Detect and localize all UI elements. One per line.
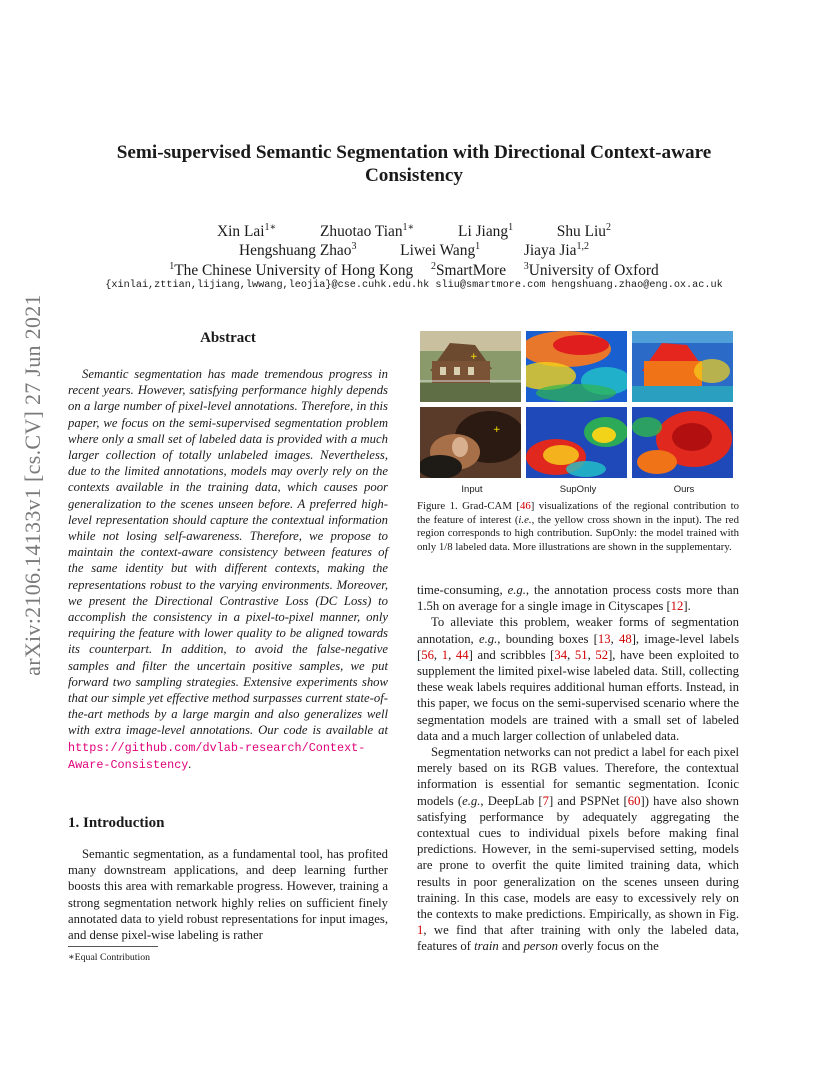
- paragraph-text: overly focus on the: [557, 939, 659, 954]
- citation-link[interactable]: 60: [627, 793, 641, 808]
- citation-link[interactable]: 52: [595, 647, 609, 662]
- intro-text: Semantic segmentation, as a fundamental tool, has profited many downstream applications, and deep learning further boosts this area with remarkable progress. However, training a strong segmentation network highly relies on sufficient finely annotated data to yield robust representations for input images, and dense pixel-wise labeling is rather: [68, 847, 388, 943]
- author-emails: {xinlai,zttian,lijiang,lwwang,leojia}@cse.cuhk.edu.hk sliu@smartmore.com hengshuang.zhao@eng.ox.ac.uk: [105, 280, 723, 291]
- citation-link[interactable]: 44: [455, 647, 469, 662]
- affiliation: $^3$University of Oxford: [523, 261, 659, 279]
- citation-link[interactable]: 1: [417, 923, 424, 938]
- figure-label-suponly: SupOnly: [559, 484, 597, 495]
- abstract-text: Semantic segmentation has made tremendous progress in recent years. However, satisfying performance highly depends on a large number of pixel-level annotations. Therefore, in this paper, we focus on the semi-supervised segmentation problem where only a small set of labeled data is provided with a much larger collection of totally unlabeled images. Nevertheless, due to the limited annotations, models may overly rely on the contexts available in the training data, which causes poor generalization to the scenes unseen before. A preferred high-level representation should capture the contextual information while not losing self-awareness. Therefore, we propose to maintain the context-aware consistency between features of the same identity but with different contexts, making the representations robust to the varying environments. Moreover, we present the Directional Contrastive Loss (DC Loss) to accomplish the consistency in a pixel-to-pixel manner, only requiring the feature with lower quality to be aligned towards its counterpart. In addition, to avoid the false-negative samples and filter the uncertain positive samples, we put forward two sampling strategies. Extensive experiments show that our simple yet effective method surpasses current state-of-the-art methods by a large margin and also generalizes well with extra image-level annotations. Our code is available at: [68, 367, 388, 738]
- citation-link[interactable]: 51: [574, 647, 588, 662]
- citation-link[interactable]: 46: [519, 500, 531, 512]
- title-line-2: Consistency: [364, 165, 464, 186]
- emphasis-text: e.g.: [478, 631, 498, 646]
- paragraph: [417, 744, 739, 955]
- author: Shu Liu$^2$: [556, 222, 611, 240]
- right-column-body: [417, 582, 739, 955]
- citation-link[interactable]: 56: [421, 647, 434, 662]
- paragraph-text: , bounding boxes [: [497, 631, 598, 646]
- figure-label-ours: Ours: [673, 484, 695, 495]
- abstract-heading: Abstract: [200, 330, 256, 346]
- author: Li Jiang$^1$: [458, 222, 514, 240]
- paragraph-text: ,: [433, 647, 442, 662]
- citation-link[interactable]: 1: [441, 647, 449, 662]
- affiliations: [90, 257, 738, 280]
- author: Zhuotao Tian$^{1∗}$: [320, 222, 415, 240]
- arxiv-id: arXiv:2106.14133v1 [cs.CV] 27 Jun 2021: [20, 294, 45, 676]
- paragraph: time-consuming, e.g., the annotation process costs more than 1.5h on average for a single image in Cityscapes [12].: [417, 583, 739, 614]
- figure-label-input: Input: [461, 484, 483, 495]
- paragraph-text: To alleviate this problem, weaker forms of segmentation annotation,: [417, 615, 739, 646]
- svg-text:+: +: [493, 425, 501, 435]
- paragraph-text: , we find that after training with only the labeled data, features of: [417, 923, 739, 954]
- input-image-street: [420, 331, 521, 402]
- citation-link[interactable]: 13: [597, 631, 611, 646]
- paragraph-text: and: [498, 939, 524, 954]
- paragraph: [417, 614, 739, 744]
- author: Xin Lai$^{1∗}$: [217, 222, 277, 240]
- citation-link[interactable]: 48: [619, 631, 632, 646]
- affiliation: $^1$The Chinese University of Hong Kong: [169, 261, 414, 279]
- abstract-end: .: [188, 756, 192, 771]
- emphasis-text: e.g.: [462, 793, 481, 808]
- svg-text:+: +: [470, 352, 478, 362]
- paragraph-text: ,: [587, 647, 596, 662]
- abstract-body: [68, 366, 388, 773]
- paragraph-text: , DeepLab [: [480, 793, 543, 808]
- affiliation: $^2$SmartMore: [430, 261, 507, 279]
- author: Jiaya Jia$^{1,2}$: [523, 241, 589, 259]
- ours-heatmap-dogs: [632, 407, 733, 478]
- author: Liwei Wang$^1$: [400, 241, 481, 259]
- figure-1: [420, 331, 740, 481]
- paragraph-text: ]) have also shown satisfying performance by adequately aggregating the contextual cues to individual pixels before making final predictions. However, in the semi-supervised setting, models are prone to overfit the quite limited training data, which results in poor generalization on the scenes unseen during training. In this case, models are easy to excessively rely on the contexts to make predictions. Empirically, as shown in Fig.: [417, 793, 739, 922]
- input-image-dogs: [420, 407, 521, 478]
- paragraph-text: ] and PSPNet [: [548, 793, 628, 808]
- footnote: ∗Equal Contribution: [68, 952, 151, 963]
- paragraph-text: ,: [610, 631, 619, 646]
- citation-link[interactable]: 34: [554, 647, 568, 662]
- author: Hengshuang Zhao$^3$: [239, 241, 357, 259]
- paragraph-text: ,: [567, 647, 575, 662]
- emphasis-text: train: [474, 939, 499, 954]
- supOnly-heatmap-street: [526, 331, 627, 402]
- emphasis-text: person: [523, 939, 558, 954]
- paragraph-text: ,: [448, 647, 456, 662]
- intro-heading: 1. Introduction: [68, 815, 165, 831]
- arxiv-sidebar: [18, 290, 48, 680]
- paper-title: [90, 141, 738, 187]
- footnote-rule: [68, 946, 158, 947]
- ours-heatmap-street: [632, 331, 733, 402]
- supOnly-heatmap-dogs: [526, 407, 627, 478]
- citation-link[interactable]: 12: [670, 599, 684, 614]
- figure-caption: Figure 1. Grad-CAM [46] visualizations of the regional contribution to the feature of interest (i.e., the yellow cross shown in the input). The red region corresponds to high contribution. SupOnly: the model trained with only 1/8 labeled data. More illustrations are shown in the supplementary.: [417, 500, 739, 553]
- paragraph-text: Segmentation networks can not predict a label for each pixel merely based on its RGB values. Therefore, the contextual information is essential for semantic segmentation. Iconic models (: [417, 745, 739, 808]
- paragraph-text: ] and scribbles [: [468, 647, 555, 662]
- code-link[interactable]: https://github.com/dvlab-research/Context-Aware-Consistency: [68, 740, 366, 772]
- title-line-1: Semi-supervised Semantic Segmentation with Directional Context-aware: [116, 142, 712, 163]
- citation-link[interactable]: 7: [542, 793, 549, 808]
- paragraph-text: ], have been exploited to supplement the limited pixel-wise labeled data. Still, collecting these weak labels requires additional human efforts. Instead, in this paper, we focus on the semi-supervised scenario where the segmentation models are trained with a small set of labeled data and a much larger collection of unlabeled data.: [417, 647, 739, 743]
- paragraph-text: ], image-level labels [: [417, 631, 740, 662]
- intro-paragraph: [68, 846, 388, 943]
